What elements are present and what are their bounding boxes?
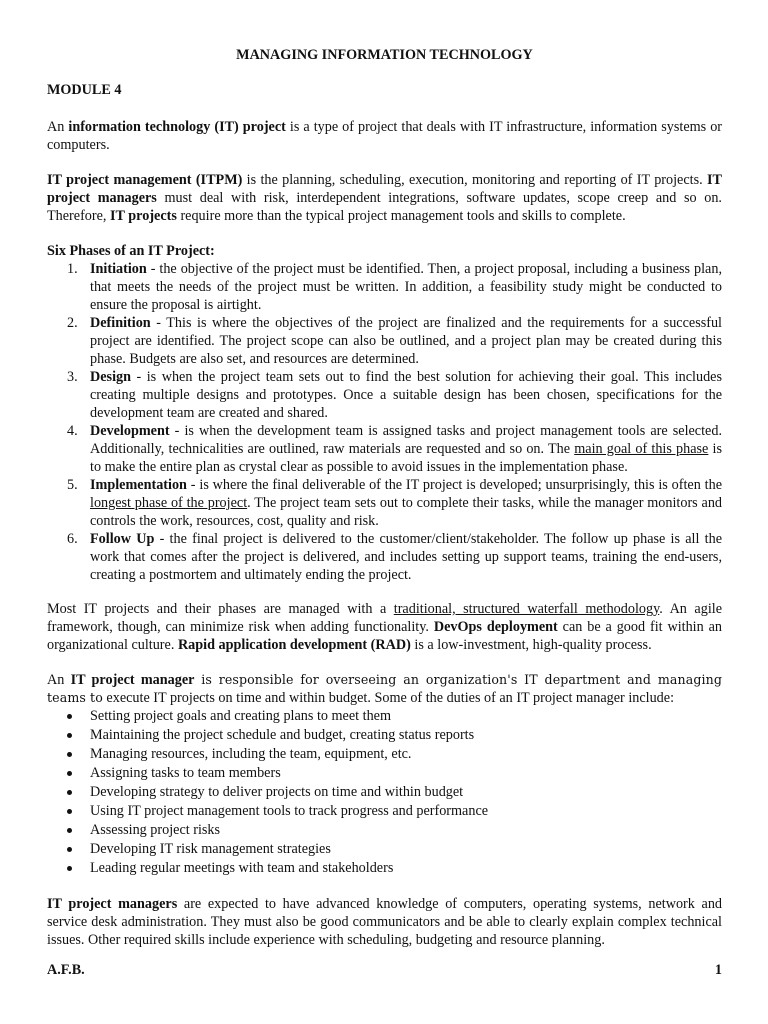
bullet-icon [67, 866, 72, 871]
list-item: Maintaining the project schedule and budget, creating status reports [47, 726, 722, 745]
bullet-icon [67, 828, 72, 833]
phase-item: 4. Development - is when the development team is assigned tasks and project management tools are selected. Additionally, technicalities are outlined, raw materials are requested and so on. The main goal of this phase is to make the entire plan as crystal clear as possible to avoid issues in the implementation phase. [67, 423, 722, 475]
list-item: Managing resources, including the team, equipment, etc. [47, 745, 722, 764]
duties-list [47, 707, 722, 878]
footer-initials: A.F.B. [47, 962, 85, 978]
bullet-icon [67, 790, 72, 795]
list-item: Developing strategy to deliver projects on time and within budget [47, 783, 722, 802]
itpm-paragraph: IT project management (ITPM) is the planning, scheduling, execution, monitoring and reporting of IT projects. IT project managers must deal with risk, interdependent integrations, software updates, scope creep and so on. Therefore, IT projects require more than the typical project management tools and skills to complete. [47, 172, 722, 224]
bullet-icon [67, 847, 72, 852]
phase-item: 3. Design - is when the project team sets out to find the best solution for achieving their goal. This includes creating multiple designs and prototypes. Once a suitable design has been chosen, specifications for the development team are created and shared. [67, 369, 722, 421]
bullet-icon [67, 752, 72, 757]
page-number: 1 [714, 962, 722, 978]
bullet-icon [67, 714, 72, 719]
intro-paragraph: An information technology (IT) project is a type of project that deals with IT infrastructure, information systems or computers. [47, 119, 723, 153]
phases-list [47, 260, 722, 584]
manager-paragraph: An IT project manager is responsible for overseeing an organization's IT department and managing teams to execute IT projects on time and within budget. Some of the duties of an IT project manager include: [47, 672, 722, 706]
phase-item: 5. Implementation - is where the final deliverable of the IT project is developed; unsurprisingly, this is often the longest phase of the project. The project team sets out to complete their tasks, while the manager monitors and controls the work, resources, cost, quality and risk. [67, 477, 723, 529]
list-item: Leading regular meetings with team and stakeholders [47, 859, 722, 878]
list-item: Using IT project management tools to track progress and performance [47, 802, 722, 821]
skills-paragraph: IT project managers are expected to have advanced knowledge of computers, operating systems, network and service desk administration. They must also be good communicators and be able to clearly explain complex technical issues. Other required skills include experience with scheduling, budgeting and resource planning. [47, 896, 723, 948]
list-item: Assigning tasks to team members [47, 764, 722, 783]
phases-heading: Six Phases of an IT Project: [47, 243, 215, 259]
list-item: Setting project goals and creating plans to meet them [47, 707, 722, 726]
phase-item: 1. Initiation - the objective of the project must be identified. Then, a project proposal, including a business plan, that meets the needs of the project must be written. In addition, a feasibility study might be conducted to ensure the proposal is airtight. [67, 261, 722, 313]
bullet-icon [67, 733, 72, 738]
list-item: Developing IT risk management strategies [47, 840, 722, 859]
document-title: MANAGING INFORMATION TECHNOLOGY [236, 47, 533, 63]
methodology-paragraph: Most IT projects and their phases are managed with a traditional, structured waterfall methodology. An agile framework, though, can minimize risk when adding functionality. DevOps deployment can be a good fit within an organizational culture. Rapid application development (RAD) is a low-investment, high-quality process. [47, 601, 722, 653]
list-item: Assessing project risks [47, 821, 722, 840]
phase-item: 2. Definition - This is where the objectives of the project are finalized and the requirements for a successful project are identified. The project scope can also be outlined, and a project plan may be created during this phase. Budgets are also set, and resources are determined. [67, 315, 722, 367]
bullet-icon [67, 771, 72, 776]
phase-item: 6. Follow Up - the final project is delivered to the customer/client/stakeholder. The follow up phase is all the work that comes after the project is delivered, and includes setting up support teams, training the end-users, creating a postmortem and ultimately ending the project. [67, 531, 722, 583]
bullet-icon [67, 809, 72, 814]
module-heading: MODULE 4 [47, 82, 122, 98]
